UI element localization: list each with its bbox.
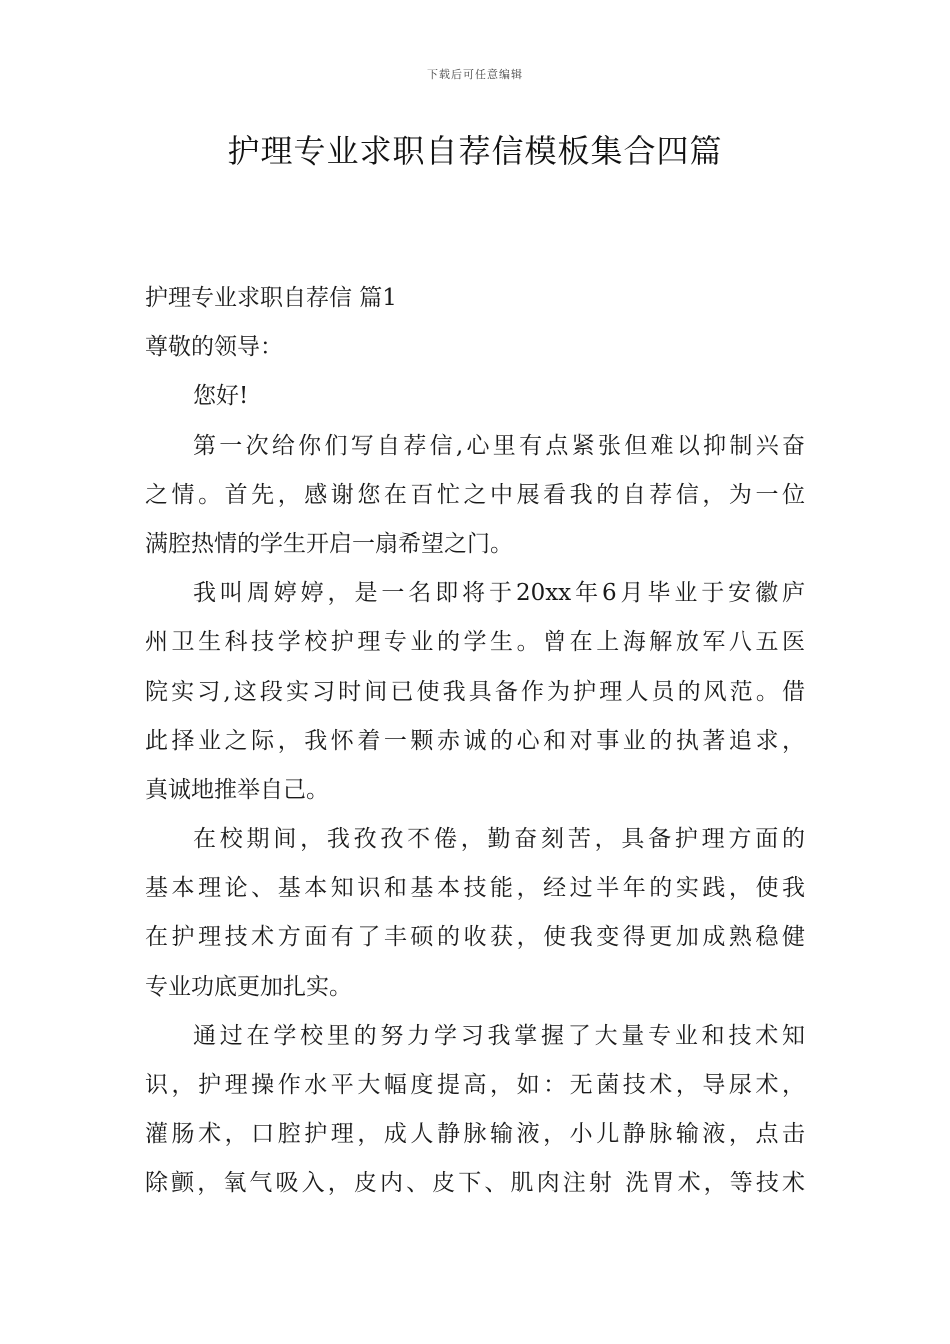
greeting: 您好! [193, 383, 249, 410]
paragraph-line: 在护理技术方面有了丰硕的收获，使我变得更加成熟稳健 [145, 924, 805, 951]
paragraph-line: 除颤，氧气吸入，皮内、皮下、肌肉注射 洗胃术，等技术 [145, 1170, 805, 1197]
paragraph-line: 满腔热情的学生开启一扇希望之门。 [145, 530, 513, 557]
paragraph-line: 州卫生科技学校护理专业的学生。曾在上海解放军八五医 [145, 629, 805, 656]
paragraph-line: 我叫周婷婷，是一名即将于20xx年6月毕业于安徽庐 [193, 580, 805, 607]
paragraph-3 [145, 815, 805, 1012]
paragraph-line: 灌肠术，口腔护理，成人静脉输液，小儿静脉输液，点击 [145, 1121, 805, 1148]
paragraph-4 [145, 1012, 805, 1209]
paragraph-line: 之情。首先，感谢您在百忙之中展看我的自荐信，为一位 [145, 481, 805, 508]
header-note: 下载后可任意编辑 [427, 68, 523, 81]
section-heading: 护理专业求职自荐信 篇1 [145, 285, 397, 311]
paragraph-line: 通过在学校里的努力学习我掌握了大量专业和技术知 [193, 1022, 805, 1049]
paragraph-line: 专业功底更加扎实。 [145, 973, 352, 1000]
paragraph-line: 此择业之际，我怀着一颗赤诚的心和对事业的执著追求， [145, 727, 805, 754]
document-body [145, 274, 805, 1209]
paragraph-line: 识，护理操作水平大幅度提高，如：无菌技术，导尿术， [145, 1072, 805, 1098]
paragraph-2 [145, 569, 805, 815]
paragraph-line: 在校期间，我孜孜不倦，勤奋刻苦，具备护理方面的 [193, 826, 805, 853]
paragraph-line: 真诚地推举自己。 [145, 776, 329, 803]
salutation: 尊敬的领导： [145, 334, 283, 361]
paragraph-1 [145, 422, 805, 570]
document-title: 护理专业求职自荐信模板集合四篇 [227, 132, 723, 170]
paragraph-line: 第一次给你们写自荐信,心里有点紧张但难以抑制兴奋 [193, 432, 805, 459]
paragraph-line: 基本理论、基本知识和基本技能，经过半年的实践，使我 [145, 875, 805, 902]
paragraph-line: 院实习,这段实习时间已使我具备作为护理人员的风范。借 [145, 678, 805, 705]
